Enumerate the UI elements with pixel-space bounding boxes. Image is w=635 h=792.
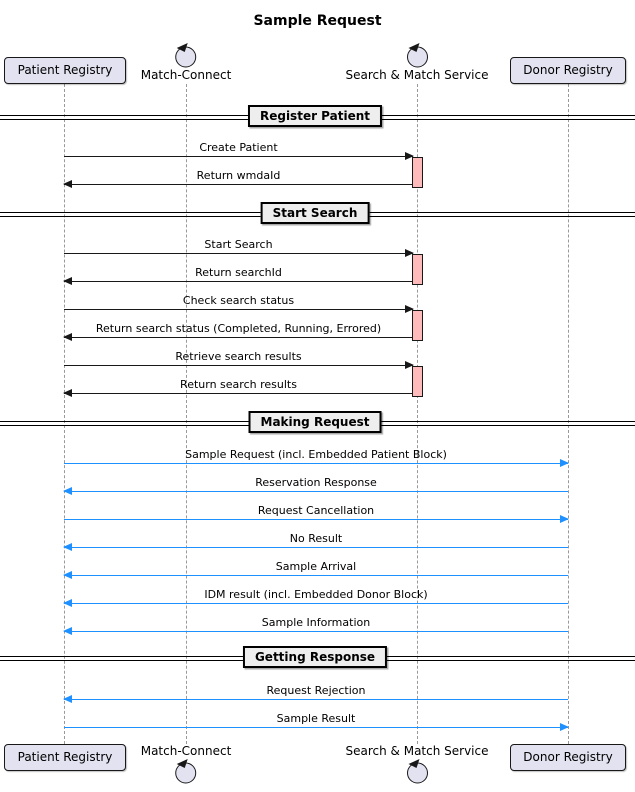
message-label: Return wmdaId (196, 169, 281, 182)
participant-label: Search & Match Service (345, 68, 489, 82)
activation-bar (412, 366, 423, 397)
participant-donor-registry-top: Donor Registry (510, 57, 626, 84)
diagram-title: Sample Request (253, 13, 382, 29)
section-label: Start Search (261, 202, 370, 224)
control-icon (404, 42, 430, 68)
arrow-right-icon (64, 253, 413, 254)
participant-match-connect-top (141, 42, 232, 82)
message-label: Return searchId (195, 266, 282, 279)
arrow-left-icon (64, 337, 413, 338)
section-label: Getting Response (243, 646, 387, 668)
control-icon (404, 758, 430, 784)
control-icon (173, 758, 199, 784)
message-label: Return search status (Completed, Running, Errored) (95, 322, 382, 335)
arrow-left-icon (64, 631, 568, 632)
participant-search-match-service-top (346, 42, 489, 82)
message-label: Sample Arrival (275, 560, 357, 573)
arrow-left-icon (64, 184, 413, 185)
message-label: Sample Request (incl. Embedded Patient Block) (185, 448, 447, 461)
message-label: Start Search (204, 238, 273, 251)
arrow-left-icon (64, 393, 413, 394)
lifeline-match-connect (186, 84, 187, 744)
arrow-left-icon (64, 547, 568, 548)
activation-bar (412, 157, 423, 188)
participant-patient-registry-top: Patient Registry (4, 57, 126, 84)
arrow-right-icon (64, 727, 568, 728)
message-label: Sample Result (276, 712, 356, 725)
arrow-right-icon (64, 156, 413, 157)
participant-label: Search & Match Service (345, 744, 489, 758)
participant-donor-registry-bottom: Donor Registry (510, 744, 626, 771)
arrow-right-icon (64, 519, 568, 520)
message-label: Return search results (180, 378, 297, 391)
message-label: Retrieve search results (175, 350, 302, 363)
arrow-left-icon (64, 699, 568, 700)
arrow-right-icon (64, 365, 413, 366)
arrow-right-icon (64, 309, 413, 310)
arrow-left-icon (64, 575, 568, 576)
arrow-right-icon (64, 463, 568, 464)
lifeline-donor-registry (568, 84, 569, 744)
participant-search-match-service-bottom (346, 744, 489, 784)
message-label: Reservation Response (255, 476, 377, 489)
message-label: Create Patient (199, 141, 278, 154)
message-label: Sample Information (261, 616, 371, 629)
message-label: Check search status (182, 294, 295, 307)
message-label: IDM result (incl. Embedded Donor Block) (204, 588, 428, 601)
participant-label: Match-Connect (140, 68, 232, 82)
message-label: Request Cancellation (257, 504, 375, 517)
arrow-left-icon (64, 491, 568, 492)
activation-bar (412, 254, 423, 285)
activation-bar (412, 310, 423, 341)
participant-label: Match-Connect (140, 744, 232, 758)
arrow-left-icon (64, 281, 413, 282)
section-label: Making Request (249, 411, 382, 433)
control-icon (173, 42, 199, 68)
message-label: Request Rejection (266, 684, 366, 697)
participant-patient-registry-bottom: Patient Registry (4, 744, 126, 771)
section-label: Register Patient (248, 105, 382, 127)
message-label: No Result (289, 532, 343, 545)
participant-match-connect-bottom (141, 744, 232, 784)
arrow-left-icon (64, 603, 568, 604)
